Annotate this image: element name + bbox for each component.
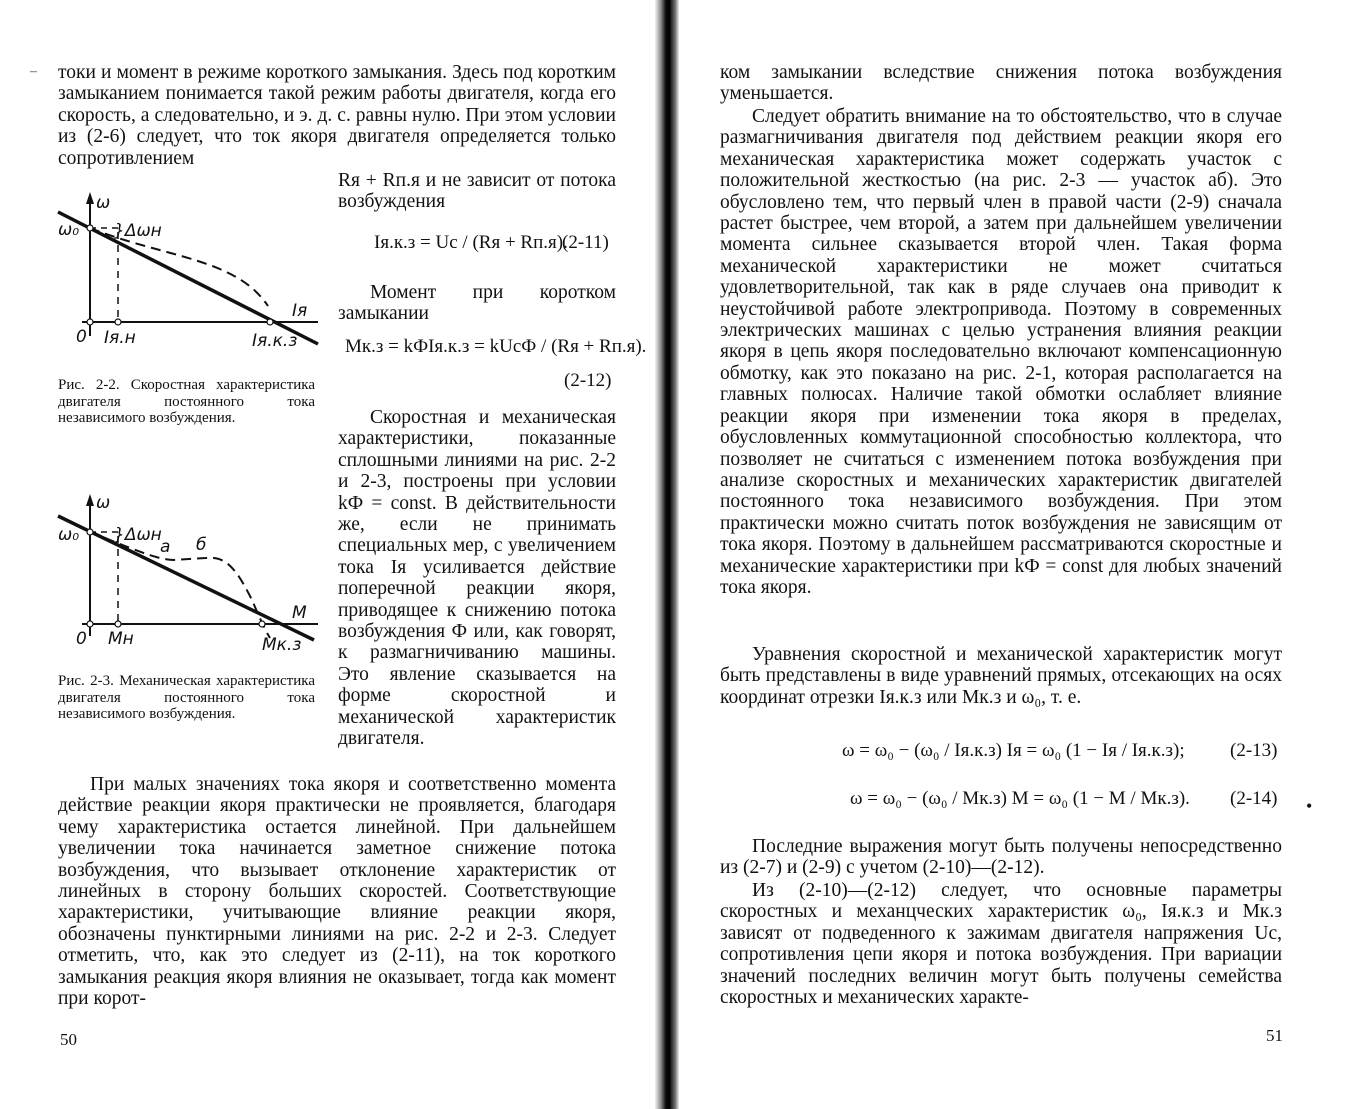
omega-axis-arrow xyxy=(86,192,94,204)
current-axis-label: Iя xyxy=(292,301,308,321)
page-number-left: 50 xyxy=(60,1030,77,1049)
figure-2-3-caption: Рис. 2-3. Механическая характеристика двигателя постоянного тока независимого возбуждения. xyxy=(58,673,315,722)
side-paragraph: Скоростная и механическая характеристики, показанные сплошными линиями на рис. 2-2 и 2-3, построены при условии kФ = const. В действительности же, если не принимать специальных мер, с увеличением тока Iя усиливается действие поперечной реакции якоря, приводящее к снижению потока возбуждения Ф или, как говорят, к размагничиванию машины. Это явление сказывается на форме скоростной и механической характеристик двигателя. xyxy=(338,407,616,750)
formula-2-13: ω = ω₀ − (ω₀ / Iя.к.з) Iя = ω₀ (1 − Iя / Iя.к.з); xyxy=(842,740,1185,761)
right-paragraph-2: Следует обратить внимание на то обстоятельство, что в случае размагничивания двигателя под действием реакции якоря его механическая характеристика может содержать участок с положительной жесткостью (на рис. 2-3 — участок аб). Это обусловлено тем, что первый член в правой части (2-9) сначала растет быстрее, чем второй, а затем при дальнейшем увеличении момента сильнее сказывается второй член. Такая форма механической характеристики не может считаться удовлетворительной, так как в ряде случаев она приводит к неустойчивой работе электропривода. Поэтому в современных электрических машинах с целью устранения влияния реакции якоря в цепь якоря последовательно включают компенсационную обмотку, как это показано на рис. 2-1, которая располагается на главных полюсах. Наличие такой обмотки ослабляет влияние реакции якоря при изменении тока якоря в пределах, обусловленных коммутационной способностью коллектора, что позволяет не считаться с изменением потока возбуждения при анализе скоростных и механических характеристик двигателей постоянного тока независимого возбуждения. При этом практически можно считать поток возбуждения не зависящим от тока якоря. Поэтому в дальнейшем рассматриваются скоростные и механические характеристики при kФ = const для любых значений тока якоря. xyxy=(720,106,1282,598)
right-paragraph-3: Уравнения скоростной и механической характеристик могут быть представлены в виде уравнений прямых, отсекающих на осях координат отрезки Iя.к.з или Mк.з и ω₀, т. е. xyxy=(720,644,1282,708)
equation-number-2-13: (2-13) xyxy=(1230,740,1278,761)
margin-dot: • xyxy=(1306,796,1313,816)
origin-point xyxy=(87,319,93,325)
omega-label: ω xyxy=(96,193,111,213)
omega0-point xyxy=(87,225,93,231)
formula-2-12: Mк.з = kФIя.к.з = kUсФ / (Rя + Rп.я). xyxy=(345,336,647,357)
moment-paragraph: Момент при коротком замыкании xyxy=(338,282,616,325)
omega-label: ω xyxy=(96,493,111,513)
figure-2-2-caption: Рис. 2-2. Скоростная характеристика двигателя постоянного тока независимого возбуждения. xyxy=(58,377,315,426)
i-kz-label: Iя.к.з xyxy=(252,331,298,351)
formula-2-11: Iя.к.з = Uс / (Rя + Rп.я). xyxy=(374,232,568,253)
m-nominal-label: Mн xyxy=(108,629,134,649)
m-kz-point xyxy=(259,621,265,627)
omega-axis-arrow xyxy=(86,494,94,506)
figure-2-3-mechanical-characteristic xyxy=(56,488,328,658)
equation-number-2-12: (2-12) xyxy=(564,370,612,391)
formula-2-14: ω = ω₀ − (ω₀ / Mк.з) M = ω₀ (1 − M / Mк.з). xyxy=(850,788,1190,809)
i-nominal-label: Iя.н xyxy=(104,328,136,348)
moment-axis-label: M xyxy=(292,603,307,623)
left-bottom-paragraph: При малых значениях тока якоря и соответственно момента действие реакции якоря практически не проявляется, благодаря чему характеристика остается линейной. При дальнейшем увеличении тока начинается заметное снижение потока возбуждения, что вызывает отклонение характеристик от линейных в сторону больших скоростей. Соответствующие характеристики, учитывающие влияние реакции якоря, обозначены пунктирными линиями на рис. 2-2 и 2-3. Следует отметить, что, как это следует из (2-11), на ток короткого замыкания реакция якоря влияния не оказывает, тогда как момент при корот- xyxy=(58,774,616,1010)
resistance-line: Rя + Rп.я и не зависит от потока возбуждения xyxy=(338,170,616,213)
m-nominal-point xyxy=(115,621,121,627)
margin-mark: – xyxy=(30,64,37,79)
book-gutter xyxy=(655,0,679,1109)
right-paragraph-1: ком замыкании вследствие снижения потока возбуждения уменьшается. xyxy=(720,62,1282,105)
origin-label: 0 xyxy=(76,327,87,347)
omega0-label: ω₀ xyxy=(58,525,80,545)
equation-number-2-14: (2-14) xyxy=(1230,788,1278,809)
speed-line xyxy=(58,212,318,344)
page-number-right: 51 xyxy=(1266,1026,1283,1045)
m-kz-label: Mк.з xyxy=(262,635,302,655)
right-paragraph-4: Последние выражения могут быть получены непосредственно из (2-7) и (2-9) с учетом (2-10)—(2-12). xyxy=(720,836,1282,879)
point-b-label: б xyxy=(196,535,207,555)
omega0-point xyxy=(87,529,93,535)
origin-label: 0 xyxy=(76,629,87,649)
origin-point xyxy=(87,621,93,627)
i-nominal-point xyxy=(115,319,121,325)
delta-omega-label: }Δωн xyxy=(114,525,162,545)
point-a-label: а xyxy=(160,537,171,557)
left-top-paragraph: токи и момент в режиме короткого замыкания. Здесь под коротким замыканием понимается такой режим работы двигателя, когда его скорость, а следовательно, и э. д. с. равны нулю. При этом условии из (2-6) следует, что ток якоря двигателя определяется только сопротивлением xyxy=(58,62,616,169)
figure-2-2-speed-characteristic xyxy=(56,188,328,358)
i-kz-point xyxy=(267,319,273,325)
delta-omega-label: }Δωн xyxy=(114,221,162,241)
omega0-label: ω₀ xyxy=(58,220,80,240)
equation-number-2-11: (2-11) xyxy=(562,232,609,253)
right-paragraph-5: Из (2-10)—(2-12) следует, что основные параметры скоростных и механцческих характеристик ω₀, Iя.к.з и Mк.з зависят от подведенного к зажимам двигателя напряжения Uс, сопротивления цепи якоря и потока возбуждения. При вариации значений последних величин могут быть получены семейства скоростных и механических характе- xyxy=(720,880,1282,1009)
